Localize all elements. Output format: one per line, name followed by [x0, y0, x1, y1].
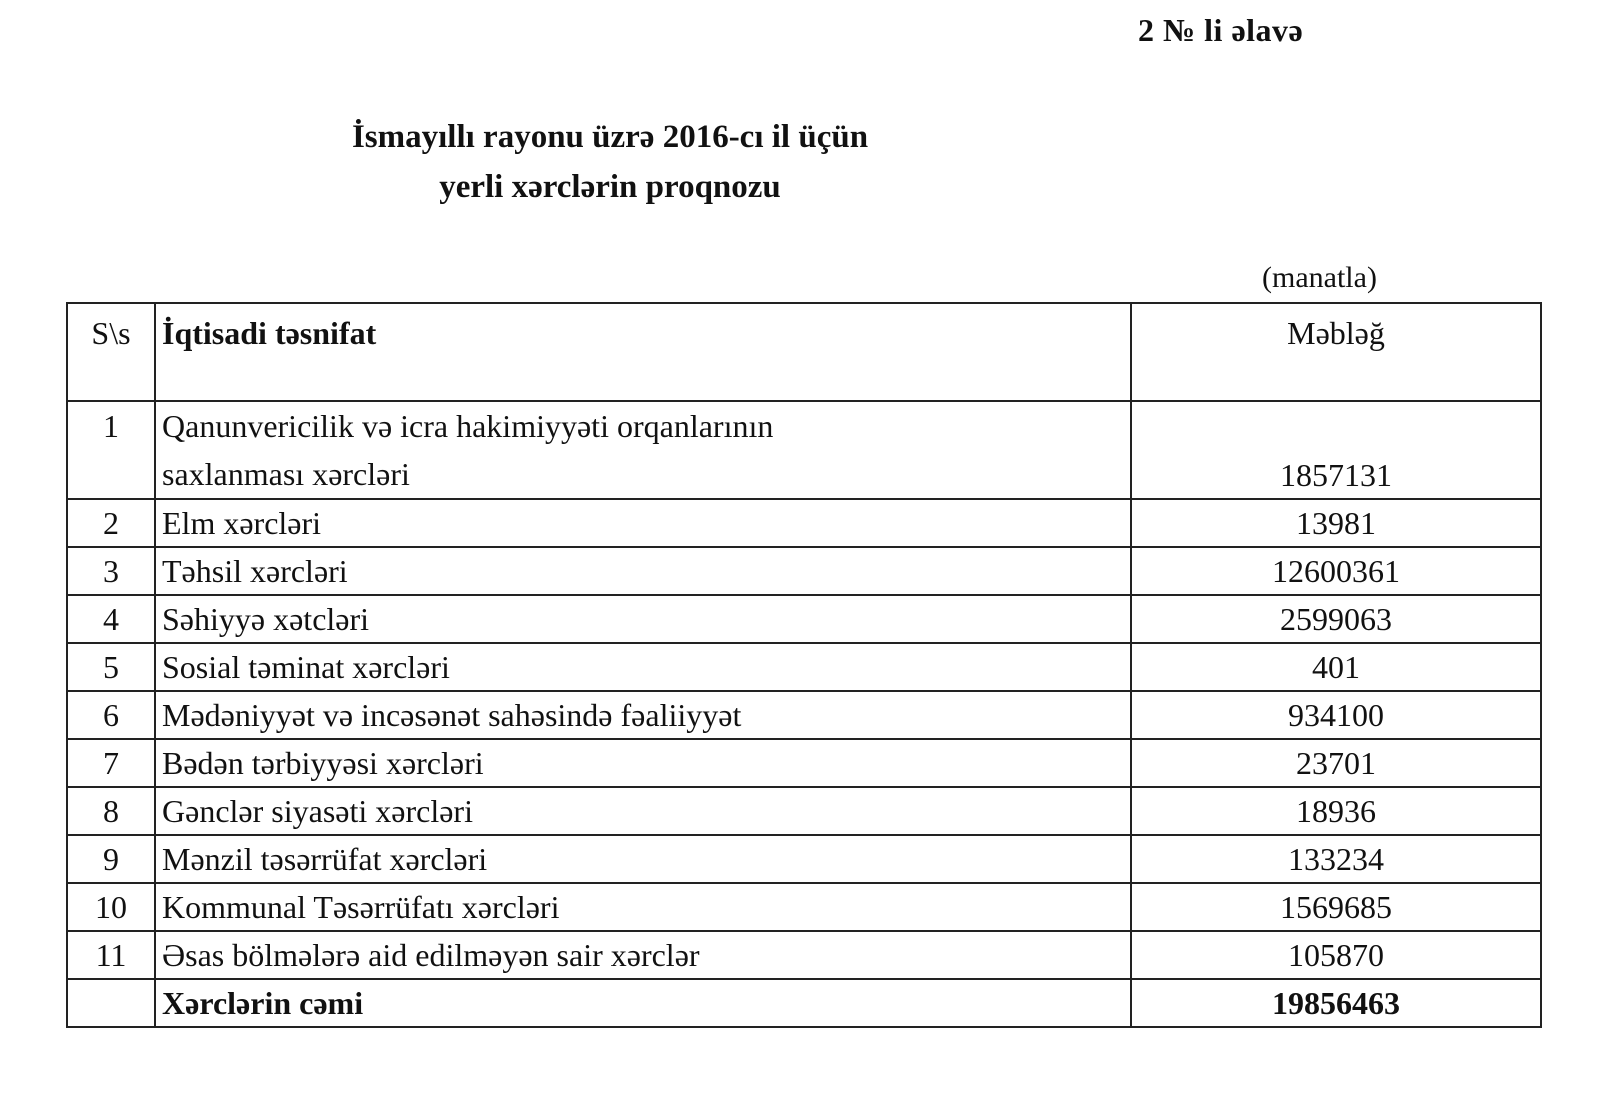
header-classification: İqtisadi təsnifat: [155, 303, 1131, 401]
table-row: [67, 883, 1541, 931]
unit-label: (manatla): [1262, 261, 1377, 294]
row-classification: Elm xərcləri: [155, 499, 1131, 547]
row-amount: 934100: [1131, 691, 1541, 739]
header-number: S\s: [67, 303, 155, 401]
row-classification: Sosial təminat xərcləri: [155, 643, 1131, 691]
document-title: [300, 112, 920, 212]
expenditure-table: [66, 302, 1542, 1028]
row-amount: 23701: [1131, 739, 1541, 787]
row-classification: Təhsil xərcləri: [155, 547, 1131, 595]
row-classification: Mənzil təsərrüfat xərcləri: [155, 835, 1131, 883]
row-number: 7: [67, 739, 155, 787]
row-classification: Kommunal Təsərrüfatı xərcləri: [155, 883, 1131, 931]
row-number: 10: [67, 883, 155, 931]
row-classification-line-1: Qanunvericilik və icra hakimiyyəti orqanlarının: [162, 408, 774, 444]
total-amount: 19856463: [1131, 979, 1541, 1027]
row-number: 9: [67, 835, 155, 883]
row-amount: 401: [1131, 643, 1541, 691]
row-number: 2: [67, 499, 155, 547]
table-row: [67, 595, 1541, 643]
table-row: [67, 401, 1541, 499]
row-classification-line-2: saxlanması xərcləri: [162, 456, 410, 492]
row-number: 3: [67, 547, 155, 595]
annex-label: 2 № li əlavə: [1138, 12, 1304, 48]
row-amount: 2599063: [1131, 595, 1541, 643]
row-amount: 1569685: [1131, 883, 1541, 931]
table-row: [67, 643, 1541, 691]
table-row: [67, 787, 1541, 835]
row-amount: 133234: [1131, 835, 1541, 883]
table-row: [67, 691, 1541, 739]
row-amount: 1857131: [1131, 401, 1541, 499]
header-amount: Məbləğ: [1131, 303, 1541, 401]
row-number: 4: [67, 595, 155, 643]
row-amount: 18936: [1131, 787, 1541, 835]
total-row: [67, 979, 1541, 1027]
table-row: [67, 547, 1541, 595]
row-number: 5: [67, 643, 155, 691]
row-number: 1: [67, 401, 155, 499]
table-row: [67, 835, 1541, 883]
total-label: Xərclərin cəmi: [155, 979, 1131, 1027]
table-row: [67, 499, 1541, 547]
row-classification: Səhiyyə xətcləri: [155, 595, 1131, 643]
title-line-2: yerli xərclərin proqnozu: [439, 169, 781, 205]
total-number: [67, 979, 155, 1027]
row-classification: Gənclər siyasəti xərcləri: [155, 787, 1131, 835]
row-number: 6: [67, 691, 155, 739]
row-amount: 12600361: [1131, 547, 1541, 595]
row-number: 8: [67, 787, 155, 835]
table-row: [67, 931, 1541, 979]
title-line-1: İsmayıllı rayonu üzrə 2016-cı il üçün: [351, 119, 869, 155]
row-amount: 105870: [1131, 931, 1541, 979]
row-number: 11: [67, 931, 155, 979]
table-row: [67, 739, 1541, 787]
row-amount: 13981: [1131, 499, 1541, 547]
table-header-row: [67, 303, 1541, 401]
row-classification: Bədən tərbiyyəsi xərcləri: [155, 739, 1131, 787]
row-classification: [155, 401, 1131, 499]
row-classification: Mədəniyyət və incəsənət sahəsində fəaliiyyət: [155, 691, 1131, 739]
row-classification: Əsas bölmələrə aid edilməyən sair xərclər: [155, 931, 1131, 979]
